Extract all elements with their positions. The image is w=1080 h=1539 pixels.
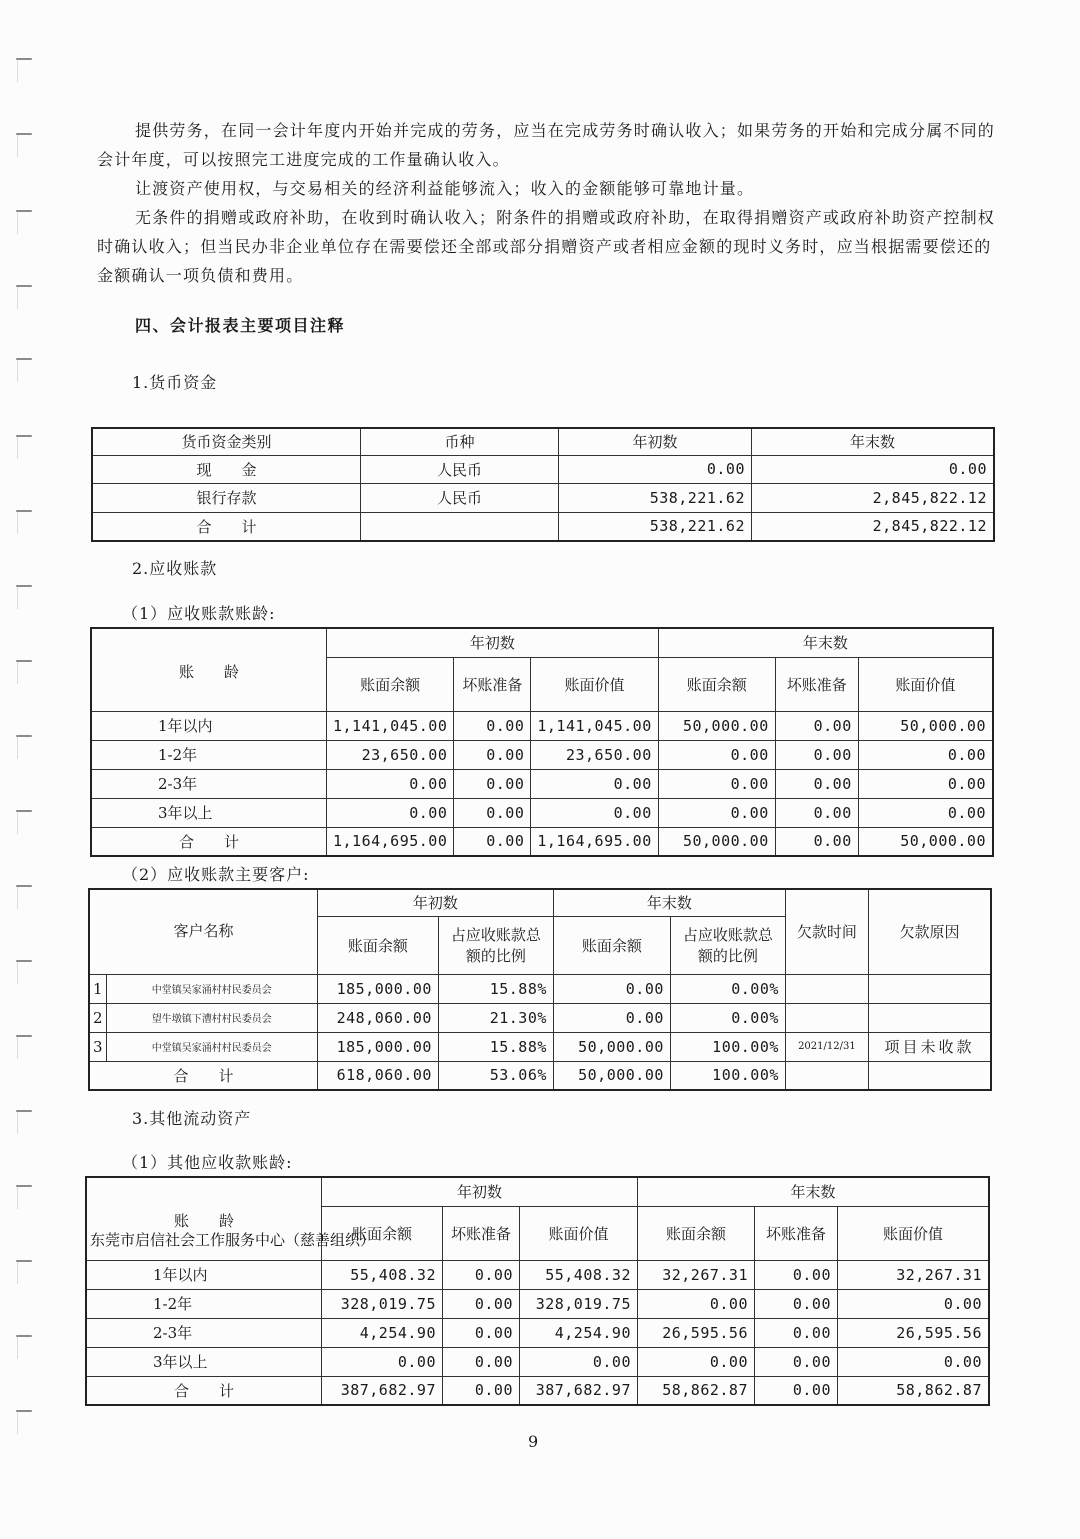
cell-value: 0.00 <box>443 1376 520 1405</box>
table-row <box>89 1032 991 1061</box>
binder-mark <box>14 133 34 159</box>
table-row <box>86 1289 989 1318</box>
cell-value: 0.00% <box>670 1003 785 1032</box>
cell-value: 50,000.00 <box>858 827 993 856</box>
cell-value: 55,408.32 <box>322 1260 443 1289</box>
cell-value: 0.00 <box>454 798 531 827</box>
cell-value: 4,254.90 <box>520 1318 638 1347</box>
cell-value: 0.00 <box>658 769 775 798</box>
group-header-begin: 年初数 <box>317 889 553 916</box>
cell-value: 0.00 <box>454 740 531 769</box>
cell-value: 248,060.00 <box>317 1003 438 1032</box>
col-header: 占应收账款总额的比例 <box>438 916 553 974</box>
cell-value: 0.00 <box>755 1289 838 1318</box>
other-receivables-aging-table <box>85 1176 990 1406</box>
cell-customer-name: 望牛墩镇下漕村村民委员会 <box>106 1003 317 1032</box>
organization-name-overlay: 东莞市启信社会工作服务中心（慈善组织） <box>90 1231 376 1249</box>
cell-value: 618,060.00 <box>317 1061 438 1090</box>
receivables-customers-table <box>88 888 992 1091</box>
table-row <box>91 769 993 798</box>
col-header-time: 欠款时间 <box>785 889 868 974</box>
cell-value: 58,862.87 <box>838 1376 990 1405</box>
cell-end: 2,845,822.12 <box>752 512 995 541</box>
cell-value: 50,000.00 <box>553 1032 670 1061</box>
cell-value: 15.88% <box>438 1032 553 1061</box>
revenue-policy-text <box>97 116 1002 290</box>
cell-value: 4,254.90 <box>322 1318 443 1347</box>
col-header: 账面价值 <box>531 657 658 711</box>
cell-no: 3 <box>89 1032 106 1061</box>
binder-mark <box>14 1035 34 1061</box>
binder-mark <box>14 1260 34 1286</box>
page-number: 9 <box>528 1432 539 1451</box>
cell-value: 0.00% <box>670 974 785 1003</box>
cell-value: 1,141,045.00 <box>327 711 454 740</box>
binder-mark <box>14 435 34 461</box>
col-header-age: 账 龄 <box>86 1177 322 1260</box>
cell-age: 2-3年 <box>86 1318 322 1347</box>
cell-currency: 人民币 <box>361 455 559 483</box>
cell-value: 0.00 <box>658 740 775 769</box>
table-row-total <box>92 512 994 541</box>
cell-value: 0.00 <box>454 769 531 798</box>
cell-value: 0.00 <box>775 827 858 856</box>
group-header-end: 年末数 <box>553 889 785 916</box>
cell-value: 0.00 <box>443 1289 520 1318</box>
cell-age: 3年以上 <box>91 798 327 827</box>
cell-value: 0.00 <box>775 798 858 827</box>
cell-category: 合 计 <box>92 512 361 541</box>
cell-value: 1,141,045.00 <box>531 711 658 740</box>
table-row <box>91 740 993 769</box>
col-header: 货币资金类别 <box>92 428 361 455</box>
cell-currency: 人民币 <box>361 483 559 512</box>
table-row <box>89 974 991 1003</box>
binder-mark <box>14 1335 34 1361</box>
cell-category: 银行存款 <box>92 483 361 512</box>
cell-no: 1 <box>89 974 106 1003</box>
cell-empty <box>785 1061 868 1090</box>
cell-reason <box>868 974 991 1003</box>
cell-value: 185,000.00 <box>317 974 438 1003</box>
cell-total-label: 合 计 <box>89 1061 317 1090</box>
col-header: 账面价值 <box>838 1206 990 1260</box>
cell-value: 0.00 <box>553 974 670 1003</box>
col-header: 年末数 <box>752 428 995 455</box>
cash-title: 1.货币资金 <box>132 373 218 392</box>
binder-mark <box>14 885 34 911</box>
col-header: 账面余额 <box>322 1206 443 1260</box>
group-header-end: 年末数 <box>658 628 993 657</box>
table-row-total <box>91 827 993 856</box>
group-header-begin: 年初数 <box>322 1177 638 1206</box>
cell-value: 53.06% <box>438 1061 553 1090</box>
binder-mark <box>14 810 34 836</box>
binder-mark <box>14 585 34 611</box>
cell-age: 1年以内 <box>91 711 327 740</box>
section-heading: 四、会计报表主要项目注释 <box>135 316 346 335</box>
cell-value: 0.00 <box>443 1318 520 1347</box>
cell-value: 0.00 <box>531 769 658 798</box>
cell-age: 3年以上 <box>86 1347 322 1376</box>
receivables-aging-table <box>90 627 994 857</box>
cell-value: 185,000.00 <box>317 1032 438 1061</box>
cell-value: 0.00 <box>520 1347 638 1376</box>
cell-value: 0.00 <box>454 711 531 740</box>
group-header-begin: 年初数 <box>327 628 659 657</box>
cell-empty <box>868 1061 991 1090</box>
group-header-end: 年末数 <box>638 1177 990 1206</box>
cash-table <box>91 427 995 542</box>
cell-value: 0.00 <box>327 798 454 827</box>
cell-value: 0.00 <box>322 1347 443 1376</box>
binder-mark <box>14 1110 34 1136</box>
table-row-total <box>89 1061 991 1090</box>
col-header: 账面价值 <box>520 1206 638 1260</box>
cell-value: 0.00 <box>775 711 858 740</box>
binder-mark <box>14 510 34 536</box>
cell-customer-name: 中堂镇吴家涌村村民委员会 <box>106 1032 317 1061</box>
cell-value: 50,000.00 <box>658 711 775 740</box>
col-header: 年初数 <box>559 428 752 455</box>
cell-value: 0.00 <box>638 1289 755 1318</box>
cell-value: 0.00 <box>838 1289 990 1318</box>
cell-value: 21.30% <box>438 1003 553 1032</box>
cell-value: 0.00 <box>454 827 531 856</box>
cell-value: 0.00 <box>858 740 993 769</box>
cell-value: 328,019.75 <box>322 1289 443 1318</box>
cell-value: 0.00 <box>658 798 775 827</box>
binder-mark <box>14 1410 34 1436</box>
col-header-age: 账 龄 <box>91 628 327 711</box>
table-row <box>91 711 993 740</box>
table-row <box>86 1347 989 1376</box>
cell-begin: 538,221.62 <box>559 483 752 512</box>
col-header-customer: 客户名称 <box>89 889 317 974</box>
cell-value: 55,408.32 <box>520 1260 638 1289</box>
cell-value: 100.00% <box>670 1061 785 1090</box>
cell-value: 0.00 <box>858 798 993 827</box>
cell-value: 387,682.97 <box>520 1376 638 1405</box>
cell-age: 1-2年 <box>86 1289 322 1318</box>
col-header: 账面余额 <box>553 916 670 974</box>
cell-value: 32,267.31 <box>638 1260 755 1289</box>
cell-end: 0.00 <box>752 455 995 483</box>
cell-value: 0.00 <box>755 1260 838 1289</box>
table-row <box>89 1003 991 1032</box>
binder-mark <box>14 1185 34 1211</box>
binder-mark <box>14 660 34 686</box>
cell-value: 0.00 <box>755 1376 838 1405</box>
cell-begin: 538,221.62 <box>559 512 752 541</box>
col-header-reason: 欠款原因 <box>868 889 991 974</box>
col-header: 账面余额 <box>317 916 438 974</box>
cell-no: 2 <box>89 1003 106 1032</box>
col-header: 坏账准备 <box>755 1206 838 1260</box>
cell-end: 2,845,822.12 <box>752 483 995 512</box>
cell-value: 0.00 <box>775 740 858 769</box>
cell-value: 100.00% <box>670 1032 785 1061</box>
col-header: 坏账准备 <box>454 657 531 711</box>
col-header: 占应收账款总额的比例 <box>670 916 785 974</box>
cell-value: 26,595.56 <box>838 1318 990 1347</box>
cell-value: 15.88% <box>438 974 553 1003</box>
binder-mark <box>14 210 34 236</box>
cell-currency <box>361 512 559 541</box>
paragraph: 让渡资产使用权，与交易相关的经济利益能够流入；收入的金额能够可靠地计量。 <box>135 179 755 198</box>
cell-value: 0.00 <box>327 769 454 798</box>
cell-reason: 项目未收款 <box>868 1032 991 1061</box>
col-header: 账面余额 <box>638 1206 755 1260</box>
table-row <box>91 798 993 827</box>
col-header: 币种 <box>361 428 559 455</box>
col-header: 账面余额 <box>658 657 775 711</box>
cell-reason <box>868 1003 991 1032</box>
cell-value: 0.00 <box>755 1318 838 1347</box>
cell-time: 2021/12/31 <box>785 1032 868 1061</box>
cell-begin: 0.00 <box>559 455 752 483</box>
cell-age: 2-3年 <box>91 769 327 798</box>
cell-value: 387,682.97 <box>322 1376 443 1405</box>
cell-value: 0.00 <box>858 769 993 798</box>
cell-age: 合 计 <box>91 827 327 856</box>
other-current-title: 3.其他流动资产 <box>132 1109 252 1128</box>
cell-value: 50,000.00 <box>858 711 993 740</box>
binder-mark <box>14 285 34 311</box>
cell-age: 1年以内 <box>86 1260 322 1289</box>
cell-value: 50,000.00 <box>658 827 775 856</box>
table-row <box>86 1318 989 1347</box>
cell-value: 32,267.31 <box>838 1260 990 1289</box>
col-header: 账面余额 <box>327 657 454 711</box>
cell-value: 0.00 <box>775 769 858 798</box>
cell-value: 0.00 <box>443 1260 520 1289</box>
col-header: 坏账准备 <box>443 1206 520 1260</box>
cell-value: 26,595.56 <box>638 1318 755 1347</box>
cell-value: 58,862.87 <box>638 1376 755 1405</box>
binder-mark <box>14 735 34 761</box>
cell-value: 1,164,695.00 <box>327 827 454 856</box>
paragraph: 提供劳务，在同一会计年度内开始并完成的劳务，应当在完成劳务时确认收入；如果劳务的开始和完成分属不同的会计年度，可以按照完工进度完成的工作量确认收入。 <box>97 121 996 169</box>
cell-value: 328,019.75 <box>520 1289 638 1318</box>
cell-value: 23,650.00 <box>327 740 454 769</box>
cell-category: 现 金 <box>92 455 361 483</box>
table-row <box>92 455 994 483</box>
cell-time <box>785 1003 868 1032</box>
table-row <box>86 1260 989 1289</box>
cell-value: 23,650.00 <box>531 740 658 769</box>
binder-mark <box>14 58 34 84</box>
cell-value: 50,000.00 <box>553 1061 670 1090</box>
cell-value: 1,164,695.00 <box>531 827 658 856</box>
cell-value: 0.00 <box>443 1347 520 1376</box>
other-receivables-aging-title: （1）其他应收款账龄: <box>122 1153 293 1172</box>
col-header: 坏账准备 <box>775 657 858 711</box>
receivables-customers-title: （2）应收账款主要客户: <box>122 865 310 884</box>
receivables-title: 2.应收账款 <box>132 559 218 578</box>
col-header: 账面价值 <box>858 657 993 711</box>
cell-value: 0.00 <box>531 798 658 827</box>
table-row-total <box>86 1376 989 1405</box>
table-row <box>92 483 994 512</box>
cell-value: 0.00 <box>755 1347 838 1376</box>
binder-mark <box>14 358 34 384</box>
cell-customer-name: 中堂镇吴家涌村村民委员会 <box>106 974 317 1003</box>
cell-value: 0.00 <box>838 1347 990 1376</box>
cell-value: 0.00 <box>638 1347 755 1376</box>
paragraph: 无条件的捐赠或政府补助，在收到时确认收入；附条件的捐赠或政府补助，在取得捐赠资产或政府补助资产控制权时确认收入；但当民办非企业单位存在需要偿还全部或部分捐赠资产或者相应金额的现时义务时，应当根据需要偿还的金额确认一项负债和费用。 <box>97 208 996 285</box>
receivables-aging-title: （1）应收账款账龄: <box>122 604 276 623</box>
cell-age: 1-2年 <box>91 740 327 769</box>
cell-age: 合 计 <box>86 1376 322 1405</box>
binder-mark <box>14 960 34 986</box>
cell-time <box>785 974 868 1003</box>
cell-value: 0.00 <box>553 1003 670 1032</box>
